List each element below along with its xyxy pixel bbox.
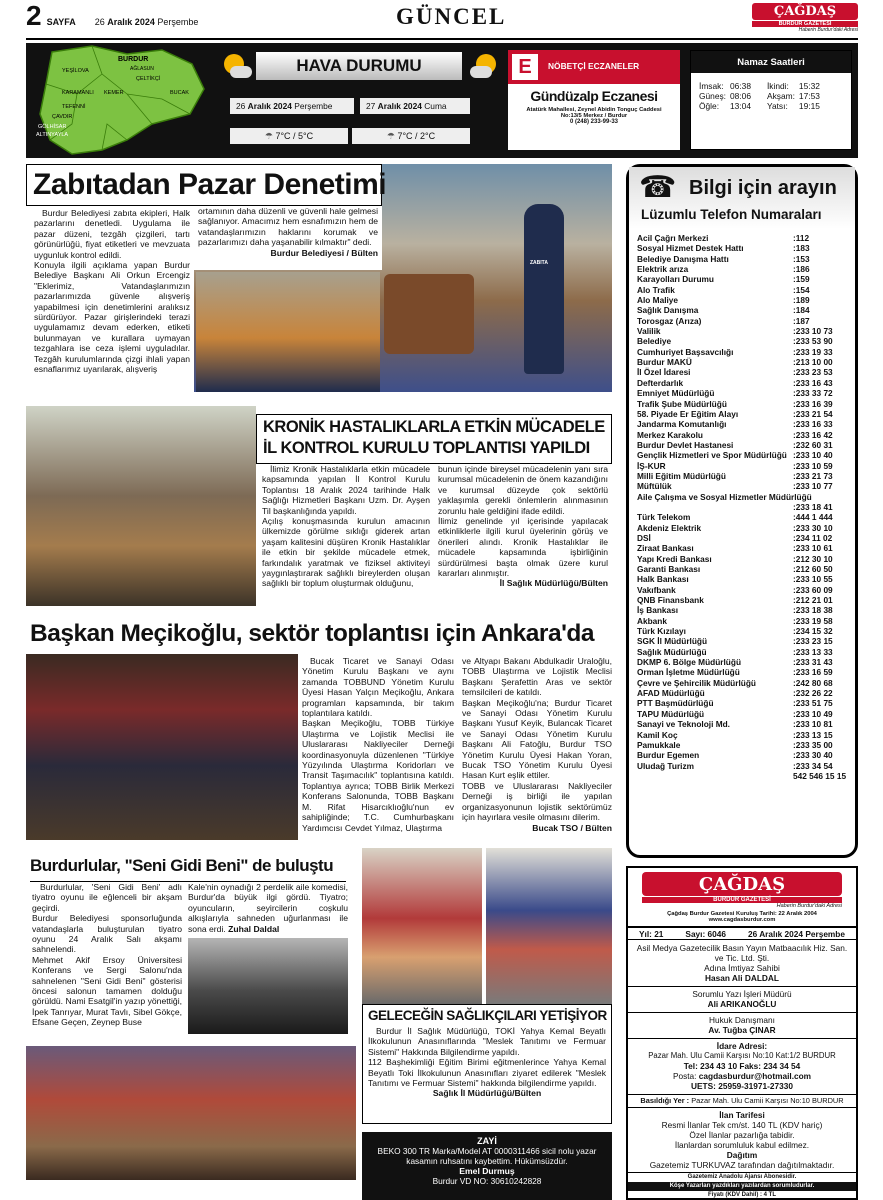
masthead-year: Yıl: 21 xyxy=(638,929,664,939)
phone-entry-number: :233 35 00 xyxy=(793,739,833,750)
logo-text: ÇAĞDAŞ xyxy=(773,4,837,19)
phone-list-item xyxy=(637,326,849,336)
article-kronik-col1-box xyxy=(256,464,434,589)
article-zabita xyxy=(26,164,612,392)
article-zabita-col1: Burdur Belediyesi zabıta ekipleri, Halk pazarlarını denetledi. Uygulama ile pazar düzeni, tezgâh çizgileri, tartı görünürlüğü, fiyat etiketleri ve mevzuata uygunluk kontrol edildi. Konuyla ilgili açıklama yapan Burdur Belediye Başkanı Ali Orkun Ercengiz "Eklerimiz, Vatandaşlarımızın pazarlarımızda güvenle alışveriş yapabilmesi için denetimlerini aralıksız sürdürüyor. Pazar girişlerindeki terazi uygulamamız devam ederken, etiketi bulunmayan ve kurallara uymayan tezgahlara ise ceza işlemi uyguladılar. Tezgâh kurulumlarında çizgi ihlali yapan esnaflarımız uyarılarak, alışveriş xyxy=(34,208,190,375)
phone-entry-number: :153 xyxy=(793,253,810,264)
masthead-legal-label: Hukuk Danışmanı xyxy=(709,1015,775,1025)
phone-entry-name: Ziraat Bankası xyxy=(637,543,694,554)
phone-entry-number: :233 10 81 xyxy=(793,719,833,730)
phone-entry-number: :233 23 15 xyxy=(793,636,833,647)
phone-entry-name: Garanti Bankası xyxy=(637,564,701,574)
phone-header xyxy=(629,167,855,229)
phone-list-item xyxy=(637,450,849,460)
page-number: 2 xyxy=(26,0,42,31)
phone-entry-number: :233 16 43 xyxy=(793,377,833,388)
phone-entry-number: :233 16 42 xyxy=(793,429,833,440)
article-mecikoglu-signature: Bucak TSO / Bülten xyxy=(532,822,612,833)
map-town: BUCAK xyxy=(170,90,189,96)
burdur-map xyxy=(32,44,212,156)
phone-entry-name: Emniyet Müdürlüğü xyxy=(637,388,715,399)
phone-entry-name: Sanayi ve Teknoloji Md. xyxy=(637,719,730,730)
phone-entry-name: Kamil Koç xyxy=(637,729,678,740)
phone-list-item xyxy=(637,378,849,388)
phone-entry-name: Alo Maliye xyxy=(637,295,679,306)
phone-entry-number: :212 30 10 xyxy=(793,553,833,564)
article-saglik-body: Burdur İl Sağlık Müdürlüğü, TOKİ Yahya Kemal Beyatlı İlkokulunun Anasınıflarında "Meslek Tanıtımı ve Fermuar Sistemi" Hakkında Bilgilendirme yapıldı. 112 Başhekimliği Eğitim Birimi eğitmenlerince Yahya Kemal Beyatlı Toki İlkokulunun Anasınıfları ziyaret edilerek "Meslek Tanıtımı ve Fermuar Sistemi" hakkında bilgilendirme yapıldı. xyxy=(368,1026,606,1089)
phone-list-item xyxy=(637,647,849,657)
masthead-dist: Gazetemiz TURKUVAZ tarafından dağıtılmaktadır. xyxy=(649,1160,835,1170)
stage-photo xyxy=(26,1046,356,1180)
phone-entry-number: :212 21 01 xyxy=(793,595,833,606)
masthead-logo: ÇAĞDAŞ xyxy=(698,873,786,895)
article-saglik-headline: GELECEĞİN SAĞLIKÇILARI YETİŞİYOR xyxy=(368,1008,607,1023)
phone-entry-number: :233 10 55 xyxy=(793,574,833,585)
phone-list-item xyxy=(637,357,849,367)
map-town: TEFENNİ xyxy=(62,104,86,110)
phone-entry-name: Burdur Devlet Hastanesi xyxy=(637,439,734,450)
phone-entry-name: Burdur MAKÜ xyxy=(637,357,692,368)
map-town: ÇAVDIR xyxy=(52,114,73,120)
phone-entry-name: PTT Başmüdürlüğü xyxy=(637,698,714,709)
phone-list-item xyxy=(637,678,849,688)
phone-list-item xyxy=(637,605,849,615)
phone-entry-name: Pamukkale xyxy=(637,739,681,750)
phone-list-item xyxy=(637,564,849,574)
telephone-icon: ☎ xyxy=(639,171,677,204)
masthead-email: cagdasburdur@hotmail.com xyxy=(698,1071,812,1081)
class-photo-1 xyxy=(362,848,482,1004)
prayer-panel xyxy=(690,50,852,150)
masthead-founded: Çağdaş Burdur Gazetesi Kuruluş Tarihi: 22 Aralık 2004 xyxy=(667,911,817,917)
phone-entry-number: :444 1 444 xyxy=(793,512,833,523)
meeting-photo xyxy=(26,406,256,606)
phone-entry-name: Yapı Kredi Bankası xyxy=(637,553,712,564)
phone-entry-number: :186 xyxy=(793,264,810,275)
phone-list-item xyxy=(637,274,849,284)
phone-entry-number: :213 10 00 xyxy=(793,357,833,368)
phone-entry-name: Trafik Şube Müdürlüğü xyxy=(637,398,727,409)
phone-entry-number: :233 10 49 xyxy=(793,708,833,719)
article-kronik-col2-box xyxy=(434,464,612,588)
article-mecikoglu-col1: Bucak Ticaret ve Sanayi Odası Yönetim Kurulu Başkanı ve aynı zamanda TOBBUND Yönetim Kurulu Üyesi Hasan Yalçın Meçikoğlu, Ankara programları kapsamında, bir takım toplantılara katıldı. Başkan Meçikoğlu, TOBB Türkiye Ulaştırma ve Lojistik Meclisi ile Uluslararası Nakliyeciler Derneği koordinasyonuyla düzenlenen "Türkiye Yüzyılında Ulaştırma Koridorları ve Transit Taşımacılık" toplantısına katıldı. Toplantıya ayrıca; TOBB Birlik Merkezi Konferans Salonunda, TOBB Başkanı M. Rifat Hisarcıklıoğlu'nun ev sahipliğinde; T.C. Cumhurbaşkanı Yardımcısı Cevdet Yılmaz, Ulaştırma xyxy=(302,656,454,833)
pharmacy-name: Gündüzalp Eczanesi xyxy=(530,88,658,104)
phone-entry-number: :233 19 58 xyxy=(793,615,833,626)
phone-list-item xyxy=(637,285,849,295)
masthead-ad1: Resmi İlanlar Tek cm/st. 140 TL (KDV hariç) xyxy=(661,1120,823,1130)
article-tiyatro-signature: Zuhal Daldal xyxy=(228,923,280,934)
section-title: GÜNCEL xyxy=(396,4,507,29)
masthead-issue-row xyxy=(628,926,856,940)
weather-panel xyxy=(214,48,506,154)
phone-entry-number: :233 13 33 xyxy=(793,646,833,657)
phone-list-item xyxy=(637,409,849,419)
phone-list-item xyxy=(637,730,849,740)
phone-entry-name: Burdur Egemen xyxy=(637,750,700,761)
phone-entry-number: :233 18 38 xyxy=(793,605,833,616)
phone-list-item xyxy=(637,533,849,543)
phone-list-item xyxy=(637,430,849,440)
masthead-ad3: İlanlardan sorumluluk kabul edilmez. xyxy=(674,1140,810,1150)
conference-photo xyxy=(26,654,298,840)
phone-list-item xyxy=(637,698,849,708)
phone-list-item xyxy=(637,585,849,595)
phone-list-item xyxy=(637,295,849,305)
phone-entry-number: :233 16 59 xyxy=(793,667,833,678)
phone-entry-number: :233 34 54 xyxy=(793,760,833,771)
zayi-tax: Burdur VD NO: 30610242828 xyxy=(432,1176,542,1186)
pharmacy-address2: No:13/5 Merkez / Burdur xyxy=(560,113,628,119)
phone-entry-name: Acil Çağrı Merkezi xyxy=(637,233,709,243)
article-mecikoglu-col1-box xyxy=(302,656,458,833)
phone-list-item xyxy=(637,305,849,315)
logo-sub: BURDUR GAZETESİ xyxy=(752,21,858,27)
map-town: GÖLHİSAR xyxy=(38,124,67,130)
audience-photo xyxy=(188,938,348,1034)
masthead-editor-label: Sorumlu Yazı İşleri Müdürü xyxy=(692,989,792,999)
article-zabita-signature: Burdur Belediyesi / Bülten xyxy=(270,247,378,258)
article-mecikoglu-col2: ve Altyapı Bakanı Abdulkadir Uraloğlu, TOBB Ulaştırma ve Lojistik Meclisi Başkanı Şerafettin Aras ve sektör temsilcileri de katıldı. Başkan Meçikoğlu'na; Burdur Ticaret ve Sanayi Odası Yönetim Kurulu Başkanı Yusuf Keyik, Bulancak Ticaret ve Sanayi Odası Yönetim Kurulu Başkanı Ali Fatoğlu, Burdur TSO Yönetim Kurulu Üyesi Hakan Yoran, Bucak TSO Yönetim Kurulu Üyesi Hasan Kurt eşlik ettiler. TOBB ve Uluslararası Nakliyeciler Derneği iş birliği ile yapılan organizasyonunun lojistik sektörümüz için hayırlara vesile olmasını dilerim. xyxy=(462,656,612,823)
article-saglik-signature: Sağlık İl Müdürlüğü/Bülten xyxy=(432,1088,542,1099)
phone-entry-name: Defterdarlık xyxy=(637,377,684,388)
article-tiyatro-col2: Kale'nin oynadığı 2 perdelik aile komedisi, Burdur'da büyük ilgi gördü. Tiyatro; oyuncuların, seyircilerin coşkulu alkışlarıyla sahneden uğurlanması ile sona erdi. Zuhal Daldal xyxy=(188,882,348,934)
map-town: ÇELTİKÇİ xyxy=(136,76,161,82)
phone-entry-number: :233 19 33 xyxy=(793,346,833,357)
masthead-logo-sub: BURDUR GAZETESİ xyxy=(642,897,842,903)
zayi-box xyxy=(362,1132,612,1200)
phone-entry-name: Gençlik Hizmetleri ve Spor Müdürlüğü xyxy=(637,450,787,461)
phone-list-item xyxy=(637,574,849,584)
phone-entry-name: Torosgaz (Arıza) xyxy=(637,315,702,326)
weather-day2-date: 27 Aralık 2024 Cuma xyxy=(360,98,470,114)
zabita-label: ZABITA xyxy=(530,260,548,266)
phone-list-item xyxy=(637,492,849,502)
phone-entry-name: DSİ xyxy=(637,532,651,543)
phone-entry-name: Valilik xyxy=(637,326,661,337)
phone-entry-name: Milli Eğitim Müdürlüğü xyxy=(637,470,726,481)
masthead-member: Gazetemiz Anadolu Ajansı Abonesidir. xyxy=(628,1172,856,1182)
weather-title: HAVA DURUMU xyxy=(256,52,462,80)
article-kronik-headline1: KRONİK HASTALIKLARLA ETKİN MÜCADELE xyxy=(263,418,605,436)
article-kronik-headline2: İL KONTROL KURULU TOPLANTISI YAPILDI xyxy=(263,439,590,457)
map-town: KEMER xyxy=(104,90,124,96)
phone-entry-number: :184 xyxy=(793,305,810,316)
phone-list-item xyxy=(637,471,849,481)
phone-entry-name: Türk Telekom xyxy=(637,512,691,523)
phone-entry-name: Elektrik arıza xyxy=(637,264,689,275)
phone-list-item xyxy=(637,388,849,398)
phone-entry-number: :233 21 54 xyxy=(793,408,833,419)
article-zabita-headline-box xyxy=(26,164,387,206)
weather-day1-date: 26 Aralık 2024 Perşembe xyxy=(230,98,354,114)
header-date-num: 26 xyxy=(94,17,105,27)
phone-list xyxy=(637,233,849,781)
header-date-month: Aralık 2024 xyxy=(107,17,155,27)
phone-entry-number: :233 16 39 xyxy=(793,398,833,409)
phone-entry-name: DKMP 6. Bölge Müdürlüğü xyxy=(637,657,742,668)
article-tiyatro-headline: Burdurlular, "Seni Gidi Beni" de buluştu xyxy=(30,856,334,875)
phone-list-item xyxy=(637,419,849,429)
weather-day2-temp: ☂ 7°C / 2°C xyxy=(352,128,470,144)
masthead-owner: Hasan Ali DALDAL xyxy=(705,973,779,983)
phone-entry-number: :233 30 10 xyxy=(793,522,833,533)
phone-entry-name: Cumhuriyet Başsavcılığı xyxy=(637,346,734,357)
phone-list-item xyxy=(637,233,849,243)
map-town: BURDUR xyxy=(118,56,149,63)
phone-entry-name: Uludağ Turizm xyxy=(637,760,695,771)
prayer-table: İmsak: 06:38 İkindi: 15:32 Güneş: 08:06 Akşam: 17:53 Öğle: 13:04 Yatsı: 19:15 xyxy=(699,81,820,111)
article-tiyatro-col1-box xyxy=(32,882,186,1028)
phone-list-item xyxy=(637,709,849,719)
phone-list-item xyxy=(637,461,849,471)
article-kronik-headline-box xyxy=(256,414,612,464)
phone-entry-name: Müftülük xyxy=(637,481,672,492)
phone-list-item xyxy=(637,667,849,677)
phone-list-item xyxy=(637,336,849,346)
phone-entry-number: :212 60 50 xyxy=(793,564,833,574)
article-tiyatro-col2-box xyxy=(188,882,348,934)
phone-entry-number: :234 15 32 xyxy=(793,626,833,637)
phone-entry-number: :159 xyxy=(793,274,810,285)
class-photo-2 xyxy=(486,848,612,1004)
page-label: SAYFA xyxy=(46,17,76,27)
phone-entry-number: :183 xyxy=(793,243,810,254)
masthead-tagline: Haberin Burdur'daki Adresi xyxy=(776,903,842,909)
phone-list-item xyxy=(637,440,849,450)
pharmacy-phone: 0 (248) 233-99-33 xyxy=(569,119,619,125)
phone-entry-name: Çevre ve Şehircilik Müdürlüğü xyxy=(637,677,756,688)
pharmacy-e-icon: E xyxy=(512,54,538,80)
phone-entry-number: :233 10 73 xyxy=(793,326,833,337)
phone-entry-name: Sosyal Hizmet Destek Hattı xyxy=(637,243,744,254)
phone-list-item xyxy=(637,688,849,698)
phone-entry-name: Türk Kızılayı xyxy=(637,626,686,637)
map-town: YEŞİLOVA xyxy=(62,68,89,74)
masthead-tel: Tel: 234 43 10 Faks: 234 34 54 xyxy=(683,1061,801,1071)
phone-list-item xyxy=(637,740,849,750)
phone-list-item xyxy=(637,543,849,553)
phone-list-item xyxy=(637,616,849,626)
masthead-print: Pazar Mah. Ulu Camii Karşısı No:10 BURDUR xyxy=(691,1096,844,1105)
phone-subtitle: Lüzumlu Telefon Numaraları xyxy=(641,207,822,222)
article-kronik-signature: İl Sağlık Müdürlüğü/Bülten xyxy=(499,578,608,589)
phone-entry-name: Akdeniz Elektrik xyxy=(637,522,702,533)
phone-list-item xyxy=(637,523,849,533)
phone-list-item xyxy=(637,761,849,771)
phone-entry-number: :233 21 73 xyxy=(793,470,833,481)
phone-title: Bilgi için arayın xyxy=(689,177,837,199)
phone-entry-number: :233 10 40 xyxy=(793,450,833,461)
zayi-name: Emel Durmuş xyxy=(459,1166,515,1176)
phone-entry-number: :232 26 22 xyxy=(793,688,833,699)
masthead-disclaimer: Köşe Yazarları yazdıkları yazılardan sorumludurlar. xyxy=(628,1182,856,1191)
phone-list-item xyxy=(637,636,849,646)
prayer-title: Namaz Saatleri xyxy=(737,57,805,68)
phone-list-item xyxy=(637,512,849,522)
sun-icon-right xyxy=(470,52,500,82)
phone-entry-name: Sağlık Danışma xyxy=(637,305,699,316)
phone-entry-name: QNB Finansbank xyxy=(637,595,704,606)
masthead-email-label: Posta: xyxy=(672,1071,697,1081)
phone-entry-number: :154 xyxy=(793,284,810,295)
phone-list-item xyxy=(637,626,849,636)
phone-entry-number: :233 10 59 xyxy=(793,460,833,471)
phone-entry-name: İl Özel İdaresi xyxy=(637,367,691,378)
article-tiyatro xyxy=(26,852,356,1180)
article-zabita-col2-box xyxy=(194,206,382,270)
masthead-date: 26 Aralık 2024 Perşembe xyxy=(747,929,845,939)
article-mecikoglu xyxy=(26,618,612,840)
pharmacy-address1: Atatürk Mahallesi, Zeynel Abidin Tonguç Caddesi xyxy=(526,107,662,113)
phone-entry-name: Sağlık Müdürlüğü xyxy=(637,646,707,657)
page-header xyxy=(26,0,858,40)
masthead-ad2: Özel İlanlar pazarlığa tabidir. xyxy=(689,1130,795,1140)
article-mecikoglu-col2-box xyxy=(458,656,612,833)
phone-entry-name: AFAD Müdürlüğü xyxy=(637,688,705,699)
phone-list-item xyxy=(637,316,849,326)
phone-entry-number: :233 13 15 xyxy=(793,729,833,740)
map-town: KARAMANLI xyxy=(62,90,94,96)
masthead-print-row xyxy=(628,1094,856,1108)
logo-tagline: Haberin Burdur'daki Adresi xyxy=(798,27,858,33)
article-kronik-col2: bunun içinde bireysel mücadelenin yanı sıra kurumsal mücadelenin de önem kazandığını ve kurumsal düzeyde çok sektörlü yaklaşımla gerekli önlemlerin alınmasının zorunlu hale geldiğini ifade edildi. İlimiz genelinde yıl içerisinde yapılacak etkinliklerle ilgili kurul üyelerinin görüş ve önerileri alındı. Kronik Hastalıklar ile mücadele kapsamında işbirliğinin sürdürülmesi başta olmak üzere kurul kararları alınmıştır. xyxy=(438,464,608,579)
phone-list-item xyxy=(637,367,849,377)
masthead-price: Fiyatı (KDV Dahil) : 4 TL xyxy=(707,1192,776,1198)
phone-list-item xyxy=(637,481,849,491)
phone-entry-name: İŞ-KUR xyxy=(637,460,666,471)
phone-entry-name: Akbank xyxy=(637,615,667,626)
phone-entry-name: Belediye xyxy=(637,336,672,347)
phone-entry-number: :234 11 02 xyxy=(793,532,833,543)
phone-entry-name: Jandarma Komutanlığı xyxy=(637,419,727,430)
phone-entry-number: :232 60 31 xyxy=(793,439,833,450)
phone-entry-number: :242 80 68 xyxy=(793,677,833,688)
phone-list-item xyxy=(637,554,849,564)
article-kronik xyxy=(26,406,612,606)
phone-entry-number: :233 53 90 xyxy=(793,336,833,347)
masthead-panel xyxy=(626,866,858,1200)
masthead-owner-label: Adına İmtiyaz Sahibi xyxy=(704,963,780,973)
phone-entry-number: :233 10 77 xyxy=(793,481,833,492)
header-date-day: Perşembe xyxy=(157,17,199,27)
phone-entry-name: Merkez Karakolu xyxy=(637,429,703,440)
phone-entry-number: :189 xyxy=(793,295,810,306)
article-zabita-body xyxy=(26,208,194,392)
masthead-uets: UETS: 25959-31971-27330 xyxy=(691,1081,793,1091)
phone-entry-number: :233 23 53 xyxy=(793,367,833,378)
article-mecikoglu-headline: Başkan Meçikoğlu, sektör toplantısı için Ankara'da xyxy=(30,620,595,647)
phone-entry-name: 58. Piyade Er Eğitim Alayı xyxy=(637,408,739,419)
phone-list-item xyxy=(637,347,849,357)
article-saglik xyxy=(362,848,612,1124)
phone-list-item xyxy=(637,243,849,253)
article-zabita-headline: Zabıtadan Pazar Denetimi xyxy=(33,168,387,201)
phone-entry-number: :233 51 75 xyxy=(793,698,833,709)
phone-entry-number: :112 xyxy=(793,233,810,243)
phone-entry-number: :233 33 72 xyxy=(793,388,833,399)
pharmacy-title: NÖBETÇİ ECZANELER xyxy=(548,61,640,71)
phone-entry-number: :233 60 09 xyxy=(793,584,833,595)
masthead-issue: Sayı: 6046 xyxy=(685,929,726,939)
phone-entry-name: İş Bankası xyxy=(637,605,679,616)
phone-list-item xyxy=(637,719,849,729)
rain-cloud-icon: ☂ xyxy=(386,131,395,141)
phone-entry-number: :187 xyxy=(793,315,810,326)
phone-entry-name: Vakıfbank xyxy=(637,584,676,595)
phone-entry-number: :233 10 61 xyxy=(793,543,833,554)
phone-entry-name: Belediye Danışma Hattı xyxy=(637,253,729,264)
rain-cloud-icon: ☂ xyxy=(264,131,273,141)
weather-day1-temp: ☂ 7°C / 5°C xyxy=(230,128,348,144)
phone-entry-number: :233 18 41 xyxy=(793,501,833,512)
phone-entry-number: :233 31 43 xyxy=(793,657,833,668)
masthead-print-label: Basıldığı Yer : xyxy=(640,1096,690,1105)
phone-list-panel xyxy=(626,164,858,858)
phone-list-item xyxy=(637,657,849,667)
map-town: AĞLASUN xyxy=(130,66,154,72)
zayi-title: ZAYİ xyxy=(477,1136,497,1146)
zayi-body: BEKO 300 TR Marka/Model AT 0000311466 sicil nolu yazar kasamın ruhsatını kaybettim. Hükümsüzdür. xyxy=(377,1146,597,1166)
phone-list-item xyxy=(637,595,849,605)
phone-entry-name: Aile Çalışma ve Sosyal Hizmetler Müdürlüğü xyxy=(637,491,812,502)
phone-list-item xyxy=(637,771,849,781)
phone-entry-name: Orman İşletme Müdürlüğü xyxy=(637,667,740,678)
article-zabita-col2: ortamının daha düzenli ve güvenli hale gelmesi sağlanıyor. Amacımız hem esnafımızın hem de vatandaşlarımızın haklarını korumak ve pazarlarımızı daha yaşanabilir kılmaktır" dedi. xyxy=(198,206,378,248)
phone-entry-number: :233 16 33 xyxy=(793,419,833,430)
phone-list-item xyxy=(637,399,849,409)
masthead-editor: Ali ARIKANOĞLU xyxy=(707,999,777,1009)
masthead-legal: Av. Tuğba ÇINAR xyxy=(708,1025,776,1035)
article-tiyatro-col1: Burdurlular, 'Seni Gidi Beni' adlı tiyatro oyunu ile eğlenceli bir akşam geçirdi. Burdur Belediyesi sponsorluğunda vatandaşlarla buluşturulan tiyatro oyunu 24 Aralık Salı akşamı sahnelendi. Mehmet Akif Ersoy Üniversitesi Konferans ve Sergi Salonu'nda sahnelenen "Seni Gidi Beni" gösterisi öncesi salonun tamamen dolduğu görüldü. Nami Esatgil'in yazıp yönettiği, İpek Tanrıyar, Murat Tavlı, Sibel Gökçe, Efsane Geçen, Zeynep Buse xyxy=(32,882,182,1028)
sun-icon xyxy=(220,52,250,82)
masthead-address: Pazar Mah. Ulu Camii Karşısı No:10 Kat:1/2 BURDUR xyxy=(648,1051,836,1060)
phone-entry-number: :233 30 40 xyxy=(793,750,833,761)
inspector-photo xyxy=(196,272,380,392)
pharmacy-panel xyxy=(508,50,680,150)
article-tiyatro-headline-box xyxy=(30,852,346,882)
article-saglik-text-box xyxy=(362,1004,612,1124)
article-kronik-col1: İlimiz Kronik Hastalıklarla etkin mücadele kapsamında yapılan İl Kontrol Kurulu Toplantısı 18 Aralık 2024 tarihinde Halk Sağlığı Hizmetleri Başkanı Uzm. Dr. Ayşen Til başkanlığında yapıldı. Açılış konuşmasında kurulun amacının ülkemizde görülme sıklığı giderek artan yaşam kalitesini düşüren Kronik Hastalıklar ile etkin bir şekilde mücadele etmek, farkındalık yaratmak ve fiziksel aktiviteyi yaygınlaştırarak sağlıklı bireylerden oluşan sağlıklı bir toplum oluşturmak olduğunu, xyxy=(262,464,430,589)
masthead-company: Asil Medya Gazetecilik Basın Yayın Matbaacılık Hiz. San. ve Tic. Ltd. Şti. xyxy=(636,943,848,963)
header-logo xyxy=(752,3,858,33)
phone-list-item xyxy=(637,502,849,512)
masthead-address-label: İdare Adresi: xyxy=(716,1041,768,1051)
phone-entry-name: TAPU Müdürlüğü xyxy=(637,708,705,719)
phone-list-item xyxy=(637,254,849,264)
phone-list-item xyxy=(637,750,849,760)
phone-list-item xyxy=(637,264,849,274)
phone-entry-name: SGK İl Müdürlüğü xyxy=(637,636,708,647)
masthead-web: www.cagdasburdur.com xyxy=(708,917,776,923)
phone-entry-name: Halk Bankası xyxy=(637,574,689,585)
phone-entry-name: Alo Trafik xyxy=(637,284,675,295)
masthead-ad-label: İlan Tarifesi xyxy=(719,1110,765,1120)
phone-entry-number: 542 546 15 15 xyxy=(793,770,847,781)
map-town: ALTINYAYLA xyxy=(36,132,69,138)
phone-entry-name: Karayolları Durumu xyxy=(637,274,714,285)
masthead-dist-label: Dağıtım xyxy=(726,1150,758,1160)
